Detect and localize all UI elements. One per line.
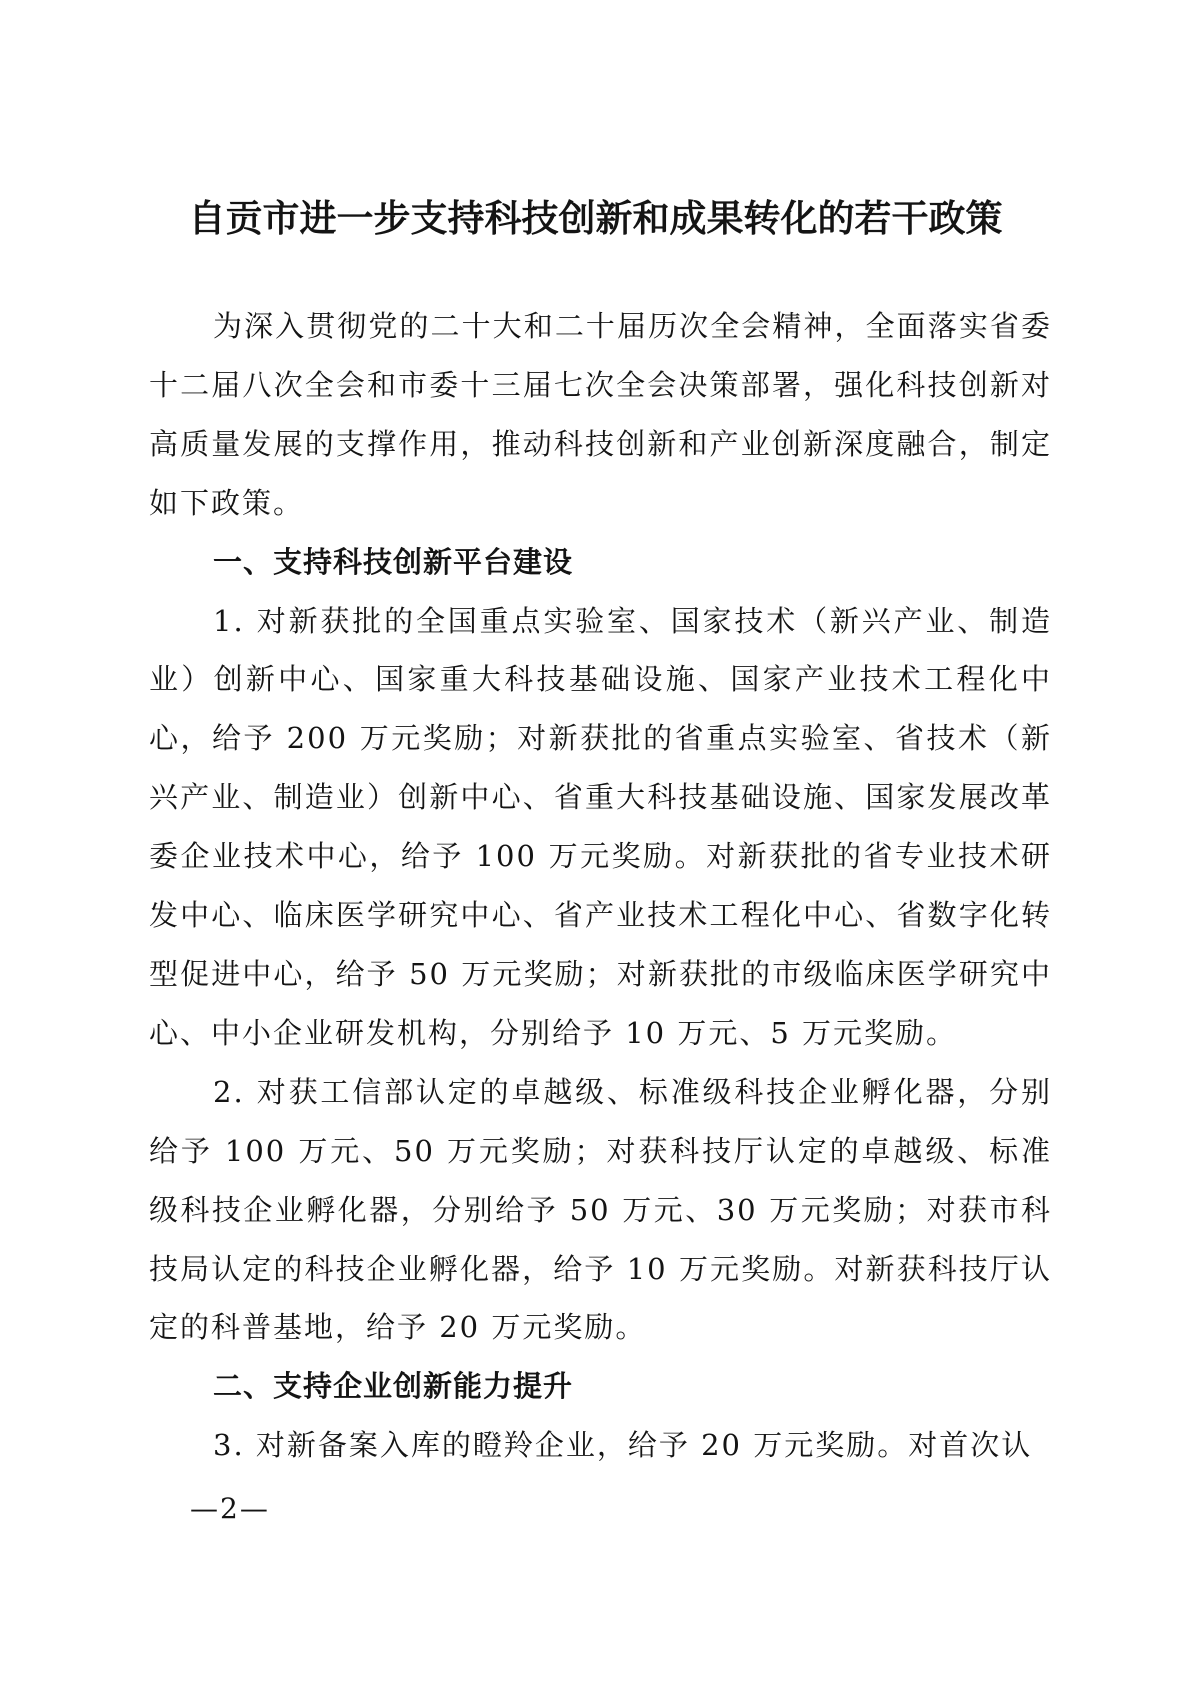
section-heading-1: 一、支持科技创新平台建设 [213, 544, 574, 579]
section-heading-2: 二、支持企业创新能力提升 [213, 1369, 574, 1404]
policy-item-1: 1. 对新获批的全国重点实验室、国家技术（新兴产业、制造业）创新中心、国家重大科技基础设施、国家产业技术工程化中心，给予 200 万元奖励；对新获批的省重点实验室、省技术（新兴产业、制造业）创新中心、省重大科技基础设施、国家发展改革委企业技术中心，给予 100 万元奖励。对新获批的省专业技术研发中心、临床医学研究中心、省产业技术工程化中心、省数字化转型促进中心，给予 50 万元奖励；对新获批的市级临床医学研究中心、中小企业研发机构，分别给予 10 万元、5 万元奖励。 [149, 603, 1052, 1050]
policy-item-2: 2. 对获工信部认定的卓越级、标准级科技企业孵化器，分别给予 100 万元、50 万元奖励；对获科技厅认定的卓越级、标准级科技企业孵化器，分别给予 50 万元、30 万元奖励；对获市科技局认定的科技企业孵化器，给予 10 万元奖励。对新获科技厅认定的科普基地，给予 20 万元奖励。 [149, 1074, 1052, 1345]
page-number: —2— [190, 1492, 270, 1525]
intro-paragraph: 为深入贯彻党的二十大和二十届历次全会精神，全面落实省委十二届八次全会和市委十三届七次全会决策部署，强化科技创新对高质量发展的支撑作用，推动科技创新和产业创新深度融合，制定如下政策。 [149, 309, 1052, 520]
document-body [149, 297, 1052, 1475]
document-title: 自贡市进一步支持科技创新和成果转化的若干政策 [188, 197, 1003, 240]
policy-item-3: 3. 对新备案入库的瞪羚企业，给予 20 万元奖励。对首次认 [213, 1428, 1033, 1463]
